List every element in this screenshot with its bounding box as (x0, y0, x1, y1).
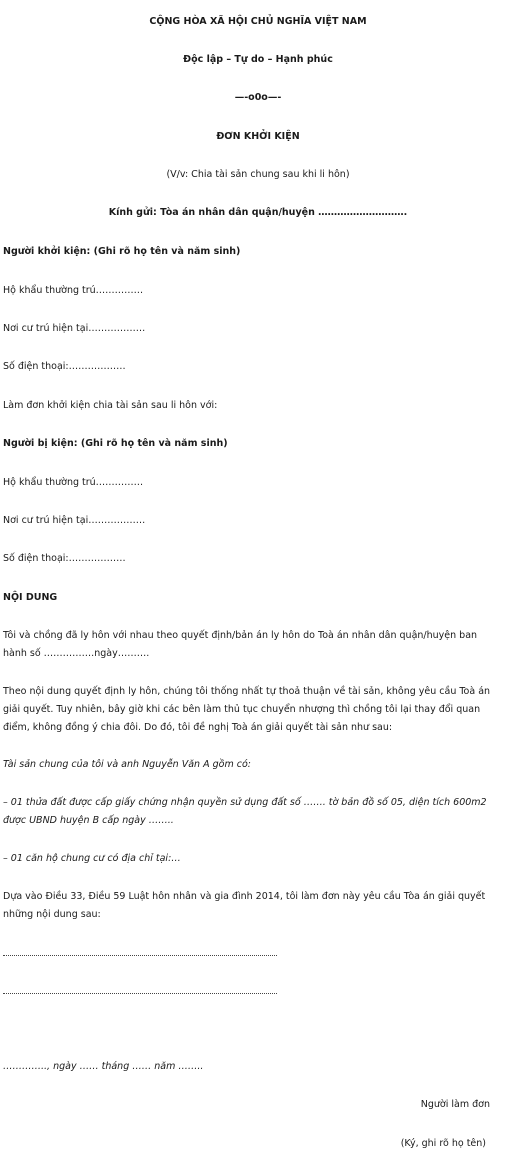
asset-2: – 01 căn hộ chung cư có địa chỉ tại:… (3, 853, 181, 864)
recipient: Kính gửi: Tòa án nhân dân quận/huyện ………………………. (108, 207, 408, 218)
asset-1-line-1: – 01 thửa đất được cấp giấy chứng nhận quyền sử dụng đất số ……. tờ bản đồ số 05, diện tích 600m2 (3, 797, 487, 808)
plaintiff-phone: Số điện thoại:……………… (3, 361, 126, 372)
sign-note: (Ký, ghi rõ họ tên) (400, 1138, 486, 1149)
assets-intro: Tài sản chung của tôi và anh Nguyễn Văn A gồm có: (3, 759, 251, 770)
defendant-phone: Số điện thoại:……………… (3, 553, 126, 564)
intro-text: Làm đơn khởi kiện chia tài sản sau li hôn với: (3, 400, 218, 411)
signer-label: Người làm đơn (420, 1099, 490, 1110)
nation-header: CỘNG HÒA XÃ HỘI CHỦ NGHĨA VIỆT NAM (149, 16, 367, 27)
defendant-heading: Người bị kiện: (Ghi rõ họ tên và năm sinh) (3, 438, 228, 449)
paragraph-2-line-2: giải quyết. Tuy nhiên, bây giờ khi các bên làm thủ tục chuyển nhượng thì chồng tôi lại thay đổi quan (3, 704, 481, 715)
asset-1-line-2: được UBND huyện B cấp ngày …….. (3, 815, 174, 826)
document-title: ĐƠN KHỞI KIỆN (216, 131, 300, 142)
plaintiff-heading: Người khởi kiện: (Ghi rõ họ tên và năm sinh) (3, 246, 241, 257)
date-line: ………….., ngày …… tháng …… năm …….. (3, 1061, 204, 1072)
legal-basis-line-2: những nội dung sau: (3, 909, 101, 920)
fill-in-line-1 (3, 955, 277, 956)
paragraph-1-line-1: Tôi và chồng đã ly hôn với nhau theo quyết định/bản án ly hôn do Toà án nhân dân quận/huyện ban (3, 630, 478, 641)
plaintiff-residence: Hộ khẩu thường trú…………… (3, 285, 144, 296)
plaintiff-address: Nơi cư trú hiện tại……………… (3, 323, 146, 334)
paragraph-2-line-3: điểm, không đồng ý chia đôi. Do đó, tôi đề nghị Toà án giải quyết tài sản như sau: (3, 722, 393, 733)
fill-in-line-2 (3, 993, 277, 994)
legal-basis-line-1: Dựa vào Điều 33, Điều 59 Luật hôn nhân và gia đình 2014, tôi làm đơn này yêu cầu Tòa án giải quyết (3, 891, 486, 902)
separator: —-o0o—- (234, 92, 282, 103)
motto: Độc lập – Tự do – Hạnh phúc (183, 54, 333, 65)
defendant-residence: Hộ khẩu thường trú…………… (3, 477, 144, 488)
paragraph-1-line-2: hành số …………….ngày………. (3, 648, 150, 659)
paragraph-2-line-1: Theo nội dung quyết định ly hôn, chúng tôi thống nhất tự thoả thuận về tài sản, không yêu cầu Toà án (3, 686, 491, 697)
content-heading: NỘI DUNG (3, 592, 58, 603)
defendant-address: Nơi cư trú hiện tại……………… (3, 515, 146, 526)
document-subject: (V/v: Chia tài sản chung sau khi li hôn) (166, 169, 350, 180)
